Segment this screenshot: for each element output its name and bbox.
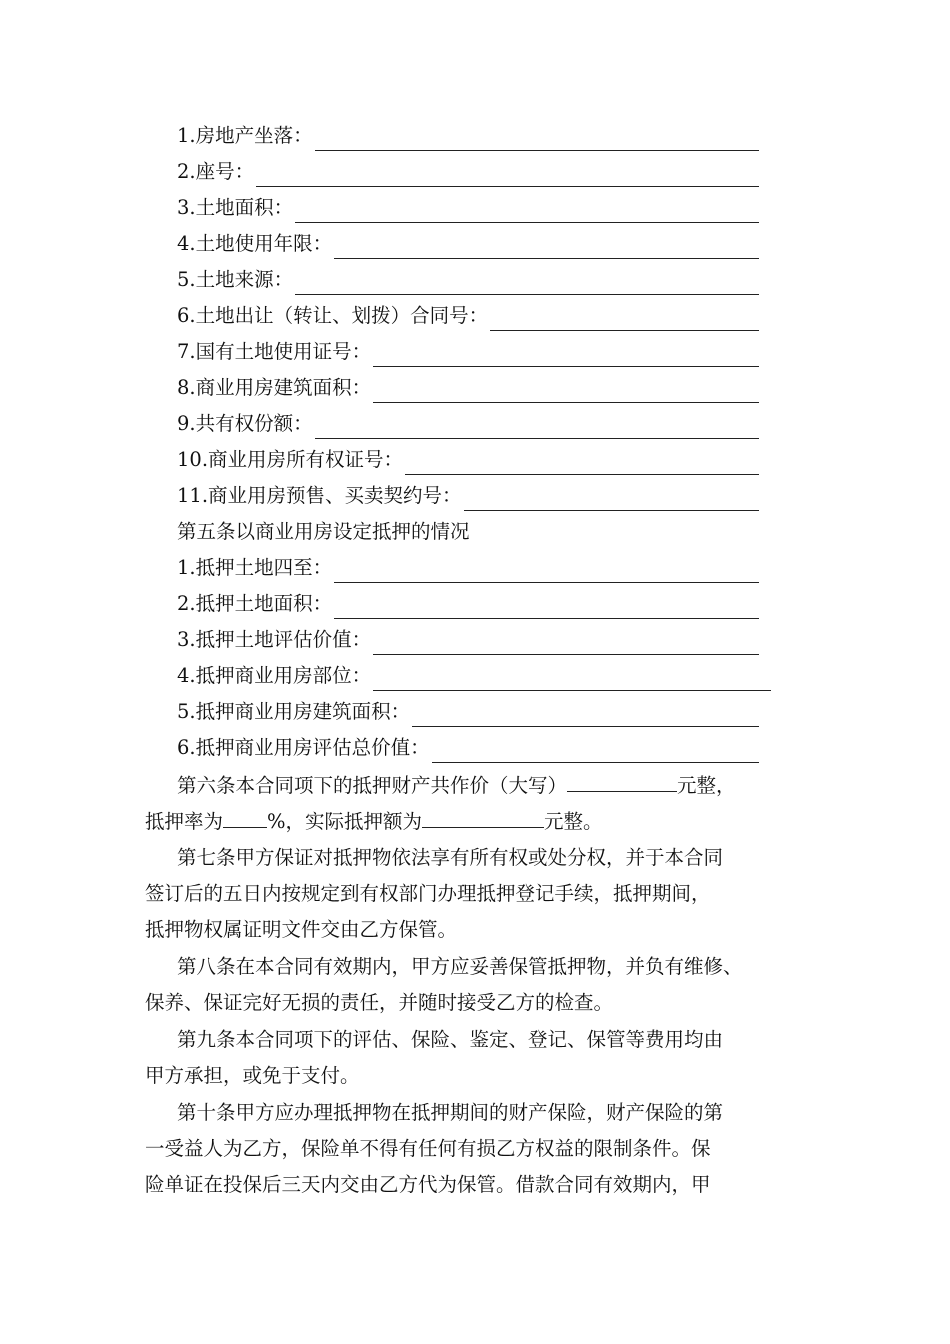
field-label: 2.抵押土地面积： — [177, 592, 333, 615]
field-label: 2.座号： — [177, 160, 255, 183]
fill-in-blank[interactable] — [295, 200, 759, 223]
article-6-text: 第六条本合同项下的抵押财产共作价（大写） — [177, 774, 568, 797]
fill-in-blank[interactable] — [256, 164, 759, 187]
field-label: 5.抵押商业用房建筑面积： — [177, 700, 411, 723]
article-8-paragraph — [145, 949, 810, 1021]
field-land-contract-number — [177, 301, 759, 331]
field-label: 5.土地来源： — [177, 268, 294, 291]
field-label: 6.抵押商业用房评估总价值： — [177, 736, 430, 759]
field-label: 1.房地产坐落： — [177, 124, 313, 147]
paragraph-line: 一受益人为乙方，保险单不得有任何有损乙方权益的限制条件。保 — [145, 1137, 711, 1160]
fill-in-blank[interactable] — [464, 488, 759, 511]
field-sale-contract-number — [177, 481, 759, 511]
fill-in-blank[interactable] — [295, 272, 759, 295]
field-label: 1.抵押土地四至： — [177, 556, 333, 579]
field-label: 4.土地使用年限： — [177, 232, 333, 255]
mortgage-amount-blank[interactable] — [422, 805, 544, 828]
field-mortgage-building-location — [177, 661, 771, 691]
field-co-ownership-share — [177, 409, 759, 439]
fill-in-blank[interactable] — [412, 704, 759, 727]
field-land-source — [177, 265, 759, 295]
field-land-use-certificate — [177, 337, 759, 367]
fill-in-blank[interactable] — [373, 668, 771, 691]
article-9-paragraph — [145, 1022, 810, 1094]
field-label: 10.商业用房所有权证号： — [177, 448, 404, 471]
field-property-location — [177, 121, 759, 151]
valuation-blank[interactable] — [567, 769, 677, 792]
field-mortgage-land-value — [177, 625, 759, 655]
field-mortgage-building-area — [177, 697, 759, 727]
article-6-text: %，实际抵押额为 — [267, 810, 423, 833]
field-mortgage-building-value — [177, 733, 759, 763]
fill-in-blank[interactable] — [334, 560, 759, 583]
fill-in-blank[interactable] — [432, 740, 759, 763]
field-mortgage-land-boundaries — [177, 553, 759, 583]
field-land-use-term — [177, 229, 759, 259]
article-6-text: 抵押率为 — [145, 810, 224, 833]
fill-in-blank[interactable] — [373, 344, 759, 367]
field-label: 7.国有土地使用证号： — [177, 340, 372, 363]
fill-in-blank[interactable] — [315, 416, 759, 439]
paragraph-line: 第九条本合同项下的评估、保险、鉴定、登记、保管等费用均由 — [177, 1028, 724, 1051]
fill-in-blank[interactable] — [373, 632, 759, 655]
field-label: 9.共有权份额： — [177, 412, 313, 435]
field-label: 6.土地出让（转让、划拨）合同号： — [177, 304, 489, 327]
fill-in-blank[interactable] — [405, 452, 759, 475]
fill-in-blank[interactable] — [334, 236, 759, 259]
paragraph-line: 险单证在投保后三天内交由乙方代为保管。借款合同有效期内，甲 — [145, 1173, 711, 1196]
field-label: 4.抵押商业用房部位： — [177, 664, 372, 687]
paragraph-line: 第八条在本合同有效期内，甲方应妥善保管抵押物，并负有维修、 — [177, 955, 743, 978]
article-6-text: 元整。 — [544, 810, 603, 833]
paragraph-line: 签订后的五日内按规定到有权部门办理抵押登记手续，抵押期间， — [145, 882, 711, 905]
article-6-line-1 — [145, 768, 810, 804]
paragraph-line: 第十条甲方应办理抵押物在抵押期间的财产保险，财产保险的第 — [177, 1101, 724, 1124]
field-land-area — [177, 193, 759, 223]
fill-in-blank[interactable] — [490, 308, 759, 331]
article-6-paragraph — [145, 768, 810, 840]
article-6-text: 元整， — [677, 774, 736, 797]
article-7-paragraph — [145, 840, 810, 948]
fill-in-blank[interactable] — [315, 128, 759, 151]
article-10-paragraph — [145, 1095, 810, 1203]
field-label: 3.抵押土地评估价值： — [177, 628, 372, 651]
field-building-area — [177, 373, 759, 403]
fill-in-blank[interactable] — [373, 380, 759, 403]
field-seat-number — [177, 157, 759, 187]
article-6-line-2 — [145, 804, 810, 840]
field-ownership-certificate — [177, 445, 759, 475]
article-5-heading: 第五条以商业用房设定抵押的情况 — [177, 520, 470, 543]
field-label: 8.商业用房建筑面积： — [177, 376, 372, 399]
field-mortgage-land-area — [177, 589, 759, 619]
paragraph-line: 保养、保证完好无损的责任，并随时接受乙方的检查。 — [145, 991, 614, 1014]
paragraph-line: 甲方承担，或免于支付。 — [145, 1064, 360, 1087]
field-label: 3.土地面积： — [177, 196, 294, 219]
fill-in-blank[interactable] — [334, 596, 759, 619]
mortgage-rate-blank[interactable] — [223, 805, 267, 828]
field-label: 11.商业用房预售、买卖契约号： — [177, 484, 462, 507]
paragraph-line: 第七条甲方保证对抵押物依法享有所有权或处分权，并于本合同 — [177, 846, 724, 869]
paragraph-line: 抵押物权属证明文件交由乙方保管。 — [145, 918, 458, 941]
